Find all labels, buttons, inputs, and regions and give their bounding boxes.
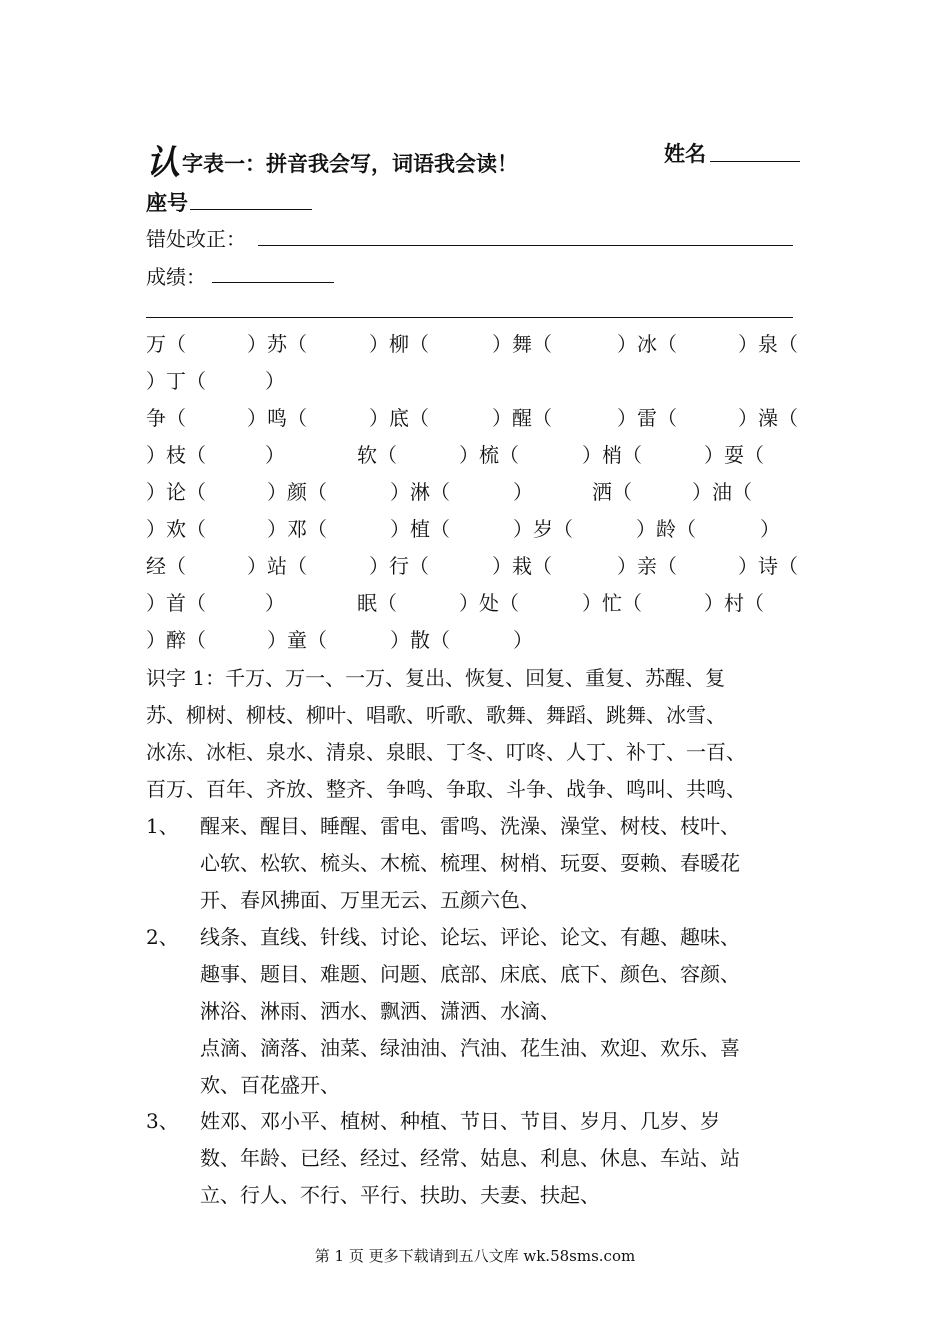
page-footer: 第 1 页 更多下载请到五八文库 wk.58sms.com	[314, 1247, 636, 1265]
title-big-char: 认	[146, 143, 180, 183]
grid-cell: ）诗（	[738, 554, 798, 578]
intro-words	[146, 660, 746, 808]
word-line: 数、年龄、已经、经过、经常、姑息、利息、休息、车站、站	[200, 1146, 740, 1170]
word-line: 开、春风拂面、万里无云、五颜六色、	[200, 888, 540, 912]
grid-cell: ）鸣（	[247, 406, 307, 430]
word-line: 百万、百年、齐放、整齐、争鸣、争取、斗争、战争、鸣叫、共鸣、	[146, 777, 746, 801]
grid-row	[0, 585, 950, 622]
score-blank-line	[212, 282, 334, 283]
grid-cell: ）岁（	[513, 517, 573, 541]
grid-cell: ）欢（	[146, 517, 206, 541]
section-number: 1、	[146, 814, 179, 838]
grid-cell: ）	[265, 591, 285, 615]
grid-cell: ）处（	[459, 591, 519, 615]
seat-blank-line	[190, 209, 312, 210]
grid-cell: ）	[760, 517, 780, 541]
word-line: 冰冻、冰柜、泉水、清泉、泉眼、丁冬、叮咚、人丁、补丁、一百、	[146, 740, 746, 764]
name-blank-line	[710, 161, 800, 162]
grid-row	[0, 548, 950, 585]
grid-cell: 眠（	[357, 591, 397, 615]
score-label: 成绩：	[146, 265, 206, 289]
grid-cell: ）苏（	[247, 332, 307, 356]
word-line: 线条、直线、针线、讨论、论坛、评论、论文、有趣、趣味、	[200, 925, 740, 949]
grid-cell: ）站（	[247, 554, 307, 578]
grid-cell: 洒（	[592, 480, 632, 504]
word-line: 点滴、滴落、油菜、绿油油、汽油、花生油、欢迎、欢乐、喜	[200, 1036, 740, 1060]
section-number: 2、	[146, 925, 179, 949]
grid-cell: ）亲（	[617, 554, 677, 578]
word-line: 欢、百花盛开、	[200, 1073, 340, 1097]
section-words	[200, 919, 740, 1104]
section-words	[200, 808, 740, 919]
grid-cell: ）首（	[146, 591, 206, 615]
grid-cell: ）雷（	[617, 406, 677, 430]
grid-row	[0, 400, 950, 437]
grid-cell: ）舞（	[492, 332, 552, 356]
grid-row	[0, 437, 950, 474]
grid-cell: ）	[513, 628, 533, 652]
grid-row	[0, 511, 950, 548]
name-label: 姓名	[664, 141, 706, 166]
seat-label: 座号	[146, 190, 188, 215]
grid-cell: ）澡（	[738, 406, 798, 430]
grid-cell: ）耍（	[704, 443, 764, 467]
word-line: 趣事、题目、难题、问题、底部、床底、底下、颜色、容颜、	[200, 962, 740, 986]
grid-cell: ）龄（	[636, 517, 696, 541]
grid-cell: ）村（	[704, 591, 764, 615]
grid-cell: ）论（	[146, 480, 206, 504]
section-words	[200, 1103, 740, 1214]
grid-cell: 万（	[146, 332, 186, 356]
grid-cell: ）枝（	[146, 443, 206, 467]
title-text: 字表一：拼音我会写，词语我会读！	[182, 151, 518, 176]
word-line: 识字 1：千万、万一、一万、复出、恢复、回复、重复、苏醒、复	[146, 666, 726, 690]
word-line: 苏、柳树、柳枝、柳叶、唱歌、听歌、歌舞、舞蹈、跳舞、冰雪、	[146, 703, 726, 727]
grid-cell: ）散（	[390, 628, 450, 652]
word-line: 醒来、醒目、睡醒、雷电、雷鸣、洗澡、澡堂、树枝、枝叶、	[200, 814, 740, 838]
grid-row	[0, 363, 950, 400]
word-line: 立、行人、不行、平行、扶助、夫妻、扶起、	[200, 1183, 600, 1207]
correction-blank-line	[258, 245, 793, 246]
grid-cell: ）冰（	[617, 332, 677, 356]
grid-cell: ）	[265, 369, 285, 393]
grid-cell: ）植（	[390, 517, 450, 541]
grid-cell: ）邓（	[267, 517, 327, 541]
grid-cell: 经（	[146, 554, 186, 578]
grid-cell: ）梢（	[582, 443, 642, 467]
grid-row	[0, 622, 950, 659]
grid-cell: 争（	[146, 406, 186, 430]
correction-label: 错处改正：	[146, 227, 246, 251]
grid-cell: ）泉（	[738, 332, 798, 356]
grid-row	[0, 474, 950, 511]
grid-cell: ）	[513, 480, 533, 504]
grid-cell: ）柳（	[369, 332, 429, 356]
grid-cell: ）忙（	[582, 591, 642, 615]
grid-cell: ）底（	[369, 406, 429, 430]
worksheet-title	[146, 132, 518, 183]
grid-cell: ）淋（	[390, 480, 450, 504]
grid-cell: ）颜（	[267, 480, 327, 504]
grid-cell: 软（	[357, 443, 397, 467]
grid-cell: ）梳（	[459, 443, 519, 467]
word-line: 心软、松软、梳头、木梳、梳理、树梢、玩耍、耍赖、春暖花	[200, 851, 740, 875]
grid-cell: ）行（	[369, 554, 429, 578]
grid-cell: ）栽（	[492, 554, 552, 578]
word-line: 姓邓、邓小平、植树、种植、节日、节目、岁月、几岁、岁	[200, 1109, 720, 1133]
word-line: 淋浴、淋雨、洒水、飘洒、潇洒、水滴、	[200, 999, 560, 1023]
grid-cell: ）童（	[267, 628, 327, 652]
grid-cell: ）醒（	[492, 406, 552, 430]
grid-row	[0, 326, 950, 363]
grid-cell: ）	[265, 443, 285, 467]
section-number: 3、	[146, 1109, 179, 1133]
grid-cell: ）丁（	[146, 369, 206, 393]
full-blank-line	[146, 317, 793, 318]
grid-cell: ）油（	[692, 480, 752, 504]
grid-cell: ）醉（	[146, 628, 206, 652]
